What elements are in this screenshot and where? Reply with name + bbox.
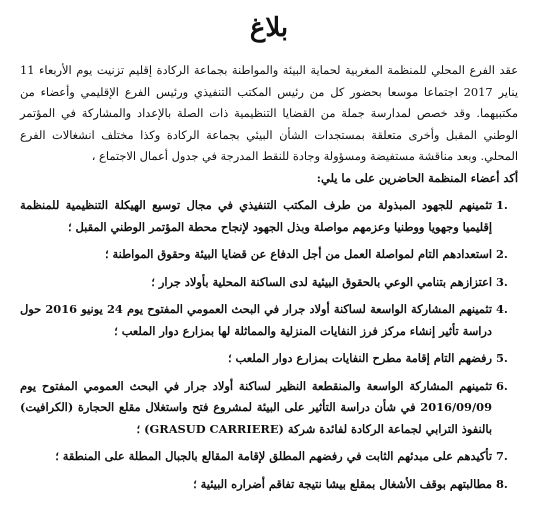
item-text: تثمينهم للجهود المبذولة من طرف المكتب التنفيذي في مجال توسيع الهيكلة التنظيمية للمنظمة إقليميا وجهويا ووطنيا وعزمهم مواصلة وبذل الجهود لإنجاح محطة المؤتمر الوطني المقبل ؛ [20,198,492,234]
document-title: بلاغ [249,13,289,43]
item-number: 1. [496,198,508,212]
item-text: تأكيدهم على مبدئهم الثابت في رفضهم المطلق لإقامة المقالع بالجبال المطلة على المنطقة ؛ [55,449,492,463]
item-number: 6. [496,378,508,393]
list-item [20,195,518,238]
item-text: رفضهم التام إقامة مطرح النفايات بمزارع دوار الملعب ؛ [227,351,492,365]
intro-paragraph: عقد الفرع المحلي للمنظمة المغربية لحماية البيئة والمواطنة بجماعة الركادة إقليم تزنيت يوم الأربعاء 11 يناير 2017 اجتماعا موسعا بحضور كل من رئيس المكتب التنفيذي ورئيس الفرع الإقليمي وأعضاء من مكتبيهما. وقد خصص لمدارسة جملة من القضايا التنظيمية ذات الصلة بالإعداد والمشاركة في المؤتمر الوطني المقبل وأخرى متعلقة بمستجدات الشأن البيئي بجماعة الركادة وكذا مختلف انشغالات الفرع المحلي. وبعد مناقشة مستفيضة ومسؤولة وجادة للنقط المدرجة في جدول أعمال الاجتماع ، [20,63,518,163]
item-text: مطالبتهم بوقف الأشغال بمقلع بيشا نتيجة تفاقم أضراره البيئية ؛ [193,476,492,491]
item-text: اعتزازهم بتنامي الوعي بالحقوق البيئية لدى الساكنة المحلية بأولاد جرار ؛ [151,274,492,289]
list-item [20,446,518,468]
list-item [20,376,518,441]
item-number: 4. [496,302,508,316]
item-number: 5. [496,351,508,365]
item-text: تثمينهم المشاركة الواسعة لساكنة أولاد جرار في البحث العمومي المفتوح يوم 24 يونيو 2016 حول دراسة تأثير إنشاء مركز فرز النفايات المنزلية والمماثلة لها بمزارع دوار الملعب ؛ [20,302,492,338]
list-item [20,474,518,496]
list-item [20,244,518,266]
resolutions-list [20,195,518,495]
item-text: تثمينهم المشاركة الواسعة والمنقطعة النظير لساكنة أولاد جرار في البحث العمومي المفتوح يوم 2016/09/09 في شأن دراسة التأثير على البيئة لمشروع فتح واستغلال مقلع الحجارة (الكرافيت) بالنفوذ الترابي لجماعة الركادة لفائدة شركة (GRASUD CARRIERE) ؛ [20,378,492,436]
item-number: 2. [496,247,508,261]
item-number: 7. [496,449,508,463]
list-item [20,348,518,370]
item-number: 8. [496,476,508,491]
list-item [20,299,518,342]
item-number: 3. [496,274,508,289]
item-text: استعدادهم التام لمواصلة العمل من أجل الدفاع عن قضايا البيئة وحقوق المواطنة ؛ [104,247,492,261]
members-intro: أكد أعضاء المنظمة الحاضرين على ما يلي: [316,170,518,185]
list-item [20,272,518,294]
